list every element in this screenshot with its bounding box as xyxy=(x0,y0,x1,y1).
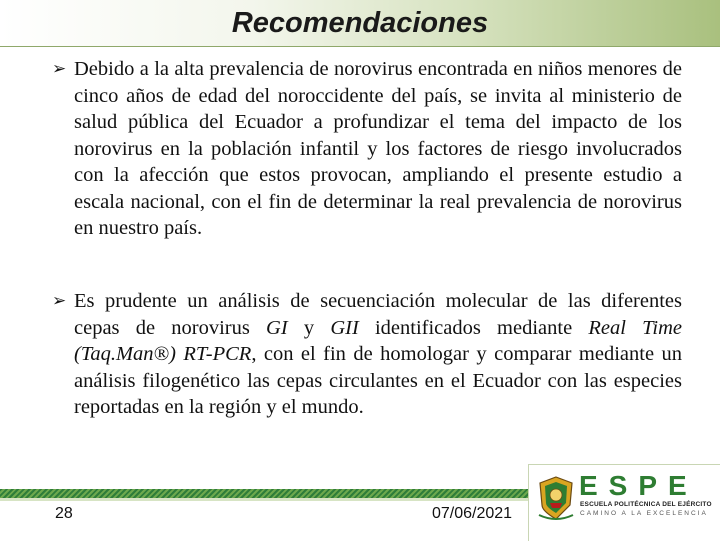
bullet-text-part: , con el fin de homologar y comparar mediante un análisis filogenético las cepas circulantes en el Ecuador con las especies reportadas en la región y el mundo. xyxy=(74,343,682,418)
bullet-text: Debido a la alta prevalencia de norovirus encontrada en niños menores de cinco años de edad del noroccidente del país, se invita al ministerio de salud pública del Ecuador a profundizar el tema del impacto de los norovirus en la población infantil y los factores de riesgo involucrados con la afección que estos provocan, ampliando el presente estudio a escala nacional, con el fin de determinar la real prevalencia de norovirus en nuestro país. xyxy=(74,58,682,239)
genogroup-gii: GII xyxy=(330,316,359,339)
title-bar xyxy=(0,0,720,47)
footer-bar xyxy=(0,489,528,498)
arrow-bullet-icon: ➢ xyxy=(52,59,67,79)
arrow-bullet-icon: ➢ xyxy=(52,291,67,311)
bullet-item xyxy=(52,288,682,421)
espe-motto: CAMINO A LA EXCELENCIA xyxy=(580,510,708,517)
page-number: 28 xyxy=(55,505,73,522)
espe-logo xyxy=(528,464,720,541)
method-name: Real Time (Taq.Man®) RT-PCR xyxy=(74,316,683,365)
slide-title: Recomendaciones xyxy=(231,7,489,39)
slide-date: 07/06/2021 xyxy=(432,505,513,522)
bullet-text-part: identificados mediante xyxy=(358,316,589,339)
bullet-text xyxy=(74,288,682,421)
espe-wordmark: ESPE xyxy=(579,470,698,501)
bullet-item xyxy=(52,56,682,242)
bullet-text-part: Es prudente un análisis de secuenciación molecular de las diferentes cepas de norovirus xyxy=(74,290,682,339)
genogroup-gi: GI xyxy=(266,316,288,339)
espe-emblem-icon xyxy=(537,475,575,521)
espe-subtitle: ESCUELA POLITÉCNICA DEL EJÉRCITO xyxy=(580,501,712,508)
bullet-text-part: y xyxy=(287,316,331,339)
